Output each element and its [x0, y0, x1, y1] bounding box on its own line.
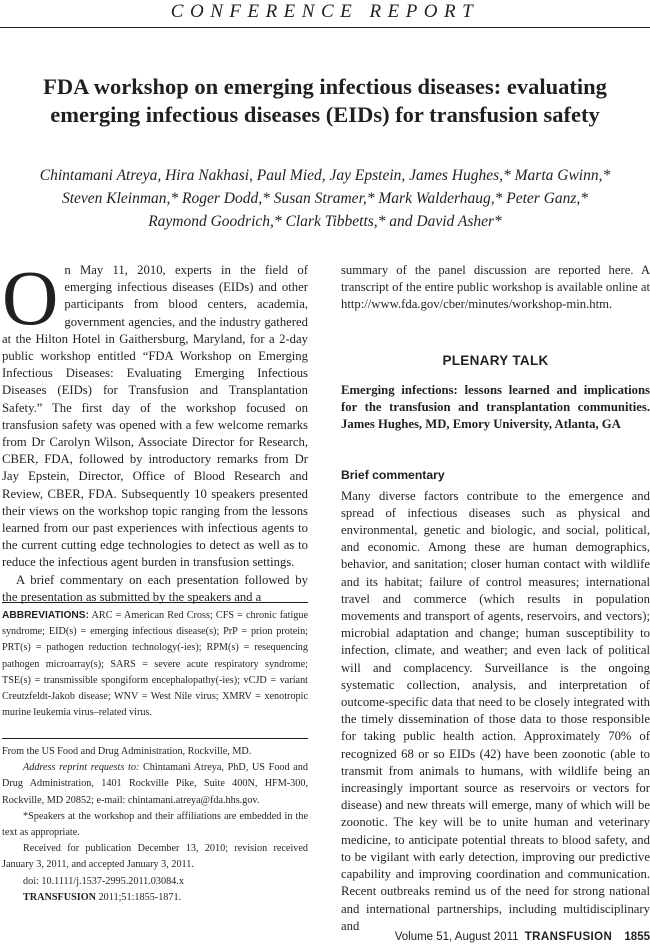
intro-paragraph [2, 254, 308, 572]
reprint-text: Chintamani Atreya, PhD, US Food and Drug Administration, 1401 Rockville Pike, Suite 400N, HFM-300, Rockville, MD 20852; e-mail: chintamani.atreya@fda.hhs.gov. [2, 762, 308, 806]
right-column [341, 262, 650, 935]
abbreviations-label: ABBREVIATIONS: [2, 610, 89, 621]
authors-line-1: Chintamani Atreya, Hira Nakhasi, Paul Mied, Jay Epstein, James Hughes,* Marta Gwinn,* [39, 167, 611, 184]
plenary-heading: PLENARY TALK [442, 352, 549, 368]
speakers-note: *Speakers at the workshop and their affiliations are embedded in the text as appropriate. [2, 810, 308, 839]
intro-continuation: summary of the panel discussion are reported here. A transcript of the entire public workshop is available online at http://www.fda.gov/cber/minutes/workshop-min.htm. [341, 263, 650, 312]
article-title [0, 73, 650, 129]
title-line-2: emerging infectious diseases (EIDs) for transfusion safety [50, 102, 600, 127]
doi: doi: 10.1111/j.1537-2995.2011.03084.x [23, 875, 184, 887]
issue-info: Volume 51, August 2011 [394, 931, 519, 943]
affiliation-notes [2, 738, 308, 906]
talk-title: Emerging infections: lessons learned and implications for the transfusion and transplantation communities. James Hughes, MD, Emory University, Atlanta, GA [341, 382, 650, 432]
journal-name: TRANSFUSION [524, 931, 613, 943]
left-column [2, 254, 308, 606]
citation-journal: TRANSFUSION [23, 891, 97, 903]
received-dates: Received for publication December 13, 2010; revision received January 3, 2011, and accepted January 3, 2011. [2, 843, 308, 871]
commentary-paragraph: A brief commentary on each presentation followed by the presentation as submitted by the speakers and a [2, 572, 308, 604]
affiliation-from: From the US Food and Drug Administration, Rockville, MD. [2, 746, 252, 757]
abbreviations-text: ARC = American Red Cross; CFS = chronic fatigue syndrome; EID(s) = emerging infectious disease(s); PrP = prion protein; PRT(s) = pathogen reduction technology(-ies); RPM(s) = resequencing pathogen microarray(s); SARS = severe acute respiratory syndrome; TSE(s) = transmissible spongiform encephalopathy(-ies); vCJD = variant Creutzfeldt-Jakob disease; WNV = West Nile virus; XMRV = xenotropic murine leukemia virus–related virus. [2, 610, 308, 719]
brief-commentary-heading: Brief commentary [341, 468, 445, 483]
drop-cap: O [2, 254, 59, 341]
citation [2, 890, 308, 906]
author-list [0, 164, 650, 233]
commentary-body: Many diverse factors contribute to the emergence and spread of infectious diseases such as physical and environmental, genetic and biologic, and social, political, and economic. Among these are human demographics, behavior, and sanitation; closer human contact with wildlife and its habitat; failure of control measures; international travel and commerce (which results in population movements and transport of agents, reservoirs, and vectors); microbial adaptation and change; human susceptibility to infection, climate, and weather; and even lack of political will and complacency. Surveillance is the ongoing systematic collection, analysis, and interpretation of outcome-specific data that need to be closely integrated with the timely dissemination of those data to those responsible for taking public health action. Approximately 70% of recognized 68 or so EIDs (42) have been zoonotic (able to transmit from animals to humans, with wildlife being an increasingly important source as reservoirs or vectors for disease) and new threats will emerge, many of which will be zoonotic. The key will be to unite human and veterinary medicine, to anticipate potential threats to blood safety, and to be vigilant with early detection, improving our predictive capability and improving coordination and communication. Recent outbreaks remind us of the need for strong national and international partnerships, including multidisciplinary and [341, 488, 650, 933]
title-line-1: FDA workshop on emerging infectious diseases: evaluating [43, 74, 607, 99]
abbreviations-box [2, 602, 308, 721]
header-rule [0, 27, 650, 28]
page-footer [395, 931, 650, 943]
intro-text: n May 11, 2010, experts in the field of emerging infectious diseases (EIDs) and other participants from blood centers, academia, government agencies, and the industry gathered at the Hilton Hotel in Gaithersburg, Maryland, for a 2-day public workshop entitled “FDA Workshop on Emerging Infectious Diseases: Evaluating Emerging Infectious Diseases (EIDs) for Transfusion and Transplantation Safety.” The first day of the workshop focused on transfusion safety was opened with a few welcome remarks from Dr Carolyn Wilson, Associate Director for Research, CBER, FDA, followed by introductory remarks from Dr Jay Epstein, Director, Office of Blood Research and Review, CBER, FDA. Subsequently 10 speakers presented their views on the workshop topic ranging from the lessons learned from our past experiences with infectious agents to the current cutting edge technologies to detect as well as to reduce the infectious agent burden in transfusion settings. [2, 263, 308, 570]
reprint-requests [2, 760, 308, 809]
citation-details: 2011;51:1855-1871. [96, 891, 182, 903]
section-header: CONFERENCE REPORT [170, 1, 480, 22]
page-number: 1855 [624, 931, 650, 943]
authors-line-3: Raymond Goodrich,* Clark Tibbetts,* and David Asher* [148, 213, 502, 230]
reprint-label: Address reprint requests to: [23, 762, 140, 774]
authors-line-2: Steven Kleinman,* Roger Dodd,* Susan Stramer,* Mark Walderhaug,* Peter Ganz,* [61, 190, 589, 207]
